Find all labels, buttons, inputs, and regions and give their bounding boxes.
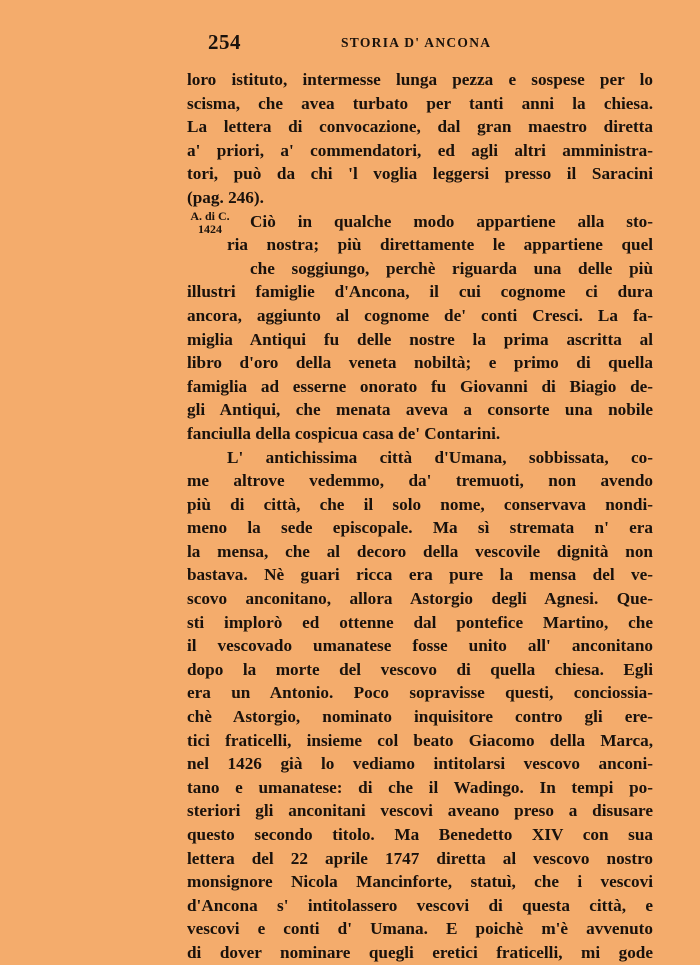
text-line: L' antichissima città d'Umana, sobbissata, co- bbox=[227, 447, 653, 467]
margin-note-year-value: 1424 bbox=[198, 222, 222, 236]
text-line: loro istituto, intermesse lunga pezza e sospese per lo bbox=[187, 70, 653, 89]
text-line: meno la sede episcopale. Ma sì stremata n' era bbox=[187, 518, 653, 538]
text-line: questo secondo titolo. Ma Benedetto XIV con sua bbox=[187, 825, 653, 844]
text-line: d'Ancona s' intitolassero vescovi di questa città, e bbox=[187, 895, 653, 915]
text-line: libro d'oro della veneta nobiltà; e primo di quella bbox=[187, 353, 653, 373]
text-line: famiglia ad esserne onorato fu Giovanni di Biagio de- bbox=[187, 376, 653, 396]
text-line: monsignore Nicola Mancinforte, statuì, che i vescovi bbox=[187, 872, 653, 892]
text-line: scovo anconitano, allora Astorgio degli Agnesi. Que- bbox=[187, 589, 653, 609]
text-line: miglia Antiqui fu delle nostre la prima ascritta al bbox=[187, 329, 653, 349]
text-line: tori, può da chi 'l voglia leggersi presso il Saracini bbox=[187, 164, 653, 184]
text-line: (pag. 246). bbox=[187, 187, 264, 207]
text-line: bastava. Nè guari ricca era pure la mensa del ve- bbox=[187, 565, 653, 585]
text-line: ancora, aggiunto al cognome de' conti Cresci. La fa- bbox=[187, 305, 653, 325]
text-line: il vescovado umanatese fosse unito all' anconitano bbox=[187, 636, 653, 656]
running-title: STORIA D' ANCONA bbox=[341, 35, 492, 50]
text-line: ria nostra; più direttamente le appartiene quel bbox=[227, 235, 653, 255]
page-header bbox=[208, 30, 508, 56]
text-line: steriori gli anconitani vescovi aveano preso a disusare bbox=[187, 801, 653, 821]
text-line: nel 1426 già lo vediamo intitolarsi vescovo anconi- bbox=[187, 754, 653, 774]
text-line: gli Antiqui, che menata aveva a consorte una nobile bbox=[187, 400, 653, 420]
text-line: vescovi e conti d' Umana. E poichè m'è avvenuto bbox=[187, 919, 653, 939]
text-line: sti implorò ed ottenne dal pontefice Martino, che bbox=[187, 612, 653, 632]
body-text bbox=[187, 68, 653, 965]
text-line: illustri famiglie d'Ancona, il cui cognome ci dura bbox=[187, 282, 653, 302]
text-line: a' priori, a' commendatori, ed agli altri amministra- bbox=[187, 140, 653, 160]
text-line: dopo la morte del vescovo di quella chiesa. Egli bbox=[187, 659, 653, 679]
text-line: lettera del 22 aprile 1747 diretta al vescovo nostro bbox=[187, 848, 653, 868]
text-line: la mensa, che al decoro della vescovile dignità non bbox=[187, 541, 653, 561]
text-line: scisma, che avea turbato per tanti anni la chiesa. bbox=[187, 93, 653, 113]
text-line: di dover nominare quegli eretici fraticelli, mi gode bbox=[187, 942, 653, 962]
text-line: me altrove vedemmo, da' tremuoti, non avendo bbox=[187, 471, 653, 491]
text-line: tici fraticelli, insieme col beato Giacomo della Marca, bbox=[187, 730, 653, 750]
text-line: più di città, che il solo nome, conservava nondi- bbox=[187, 494, 653, 514]
text-line: chè Astorgio, nominato inquisitore contro gli ere- bbox=[187, 707, 653, 727]
text-line: fanciulla della cospicua casa de' Contarini. bbox=[187, 423, 501, 443]
page-number: 254 bbox=[208, 30, 241, 54]
text-line: che soggiungo, perchè riguarda una delle più bbox=[250, 258, 653, 278]
text-line: tano e umanatese: di che il Wadingo. In tempi po- bbox=[187, 777, 653, 797]
text-line: La lettera di convocazione, dal gran maestro diretta bbox=[187, 117, 653, 137]
text-line: era un Antonio. Poco sopravisse questi, conciossia- bbox=[187, 683, 653, 703]
margin-note-label: A. di C. bbox=[190, 209, 230, 223]
text-line: Ciò in qualche modo appartiene alla sto- bbox=[250, 211, 653, 231]
